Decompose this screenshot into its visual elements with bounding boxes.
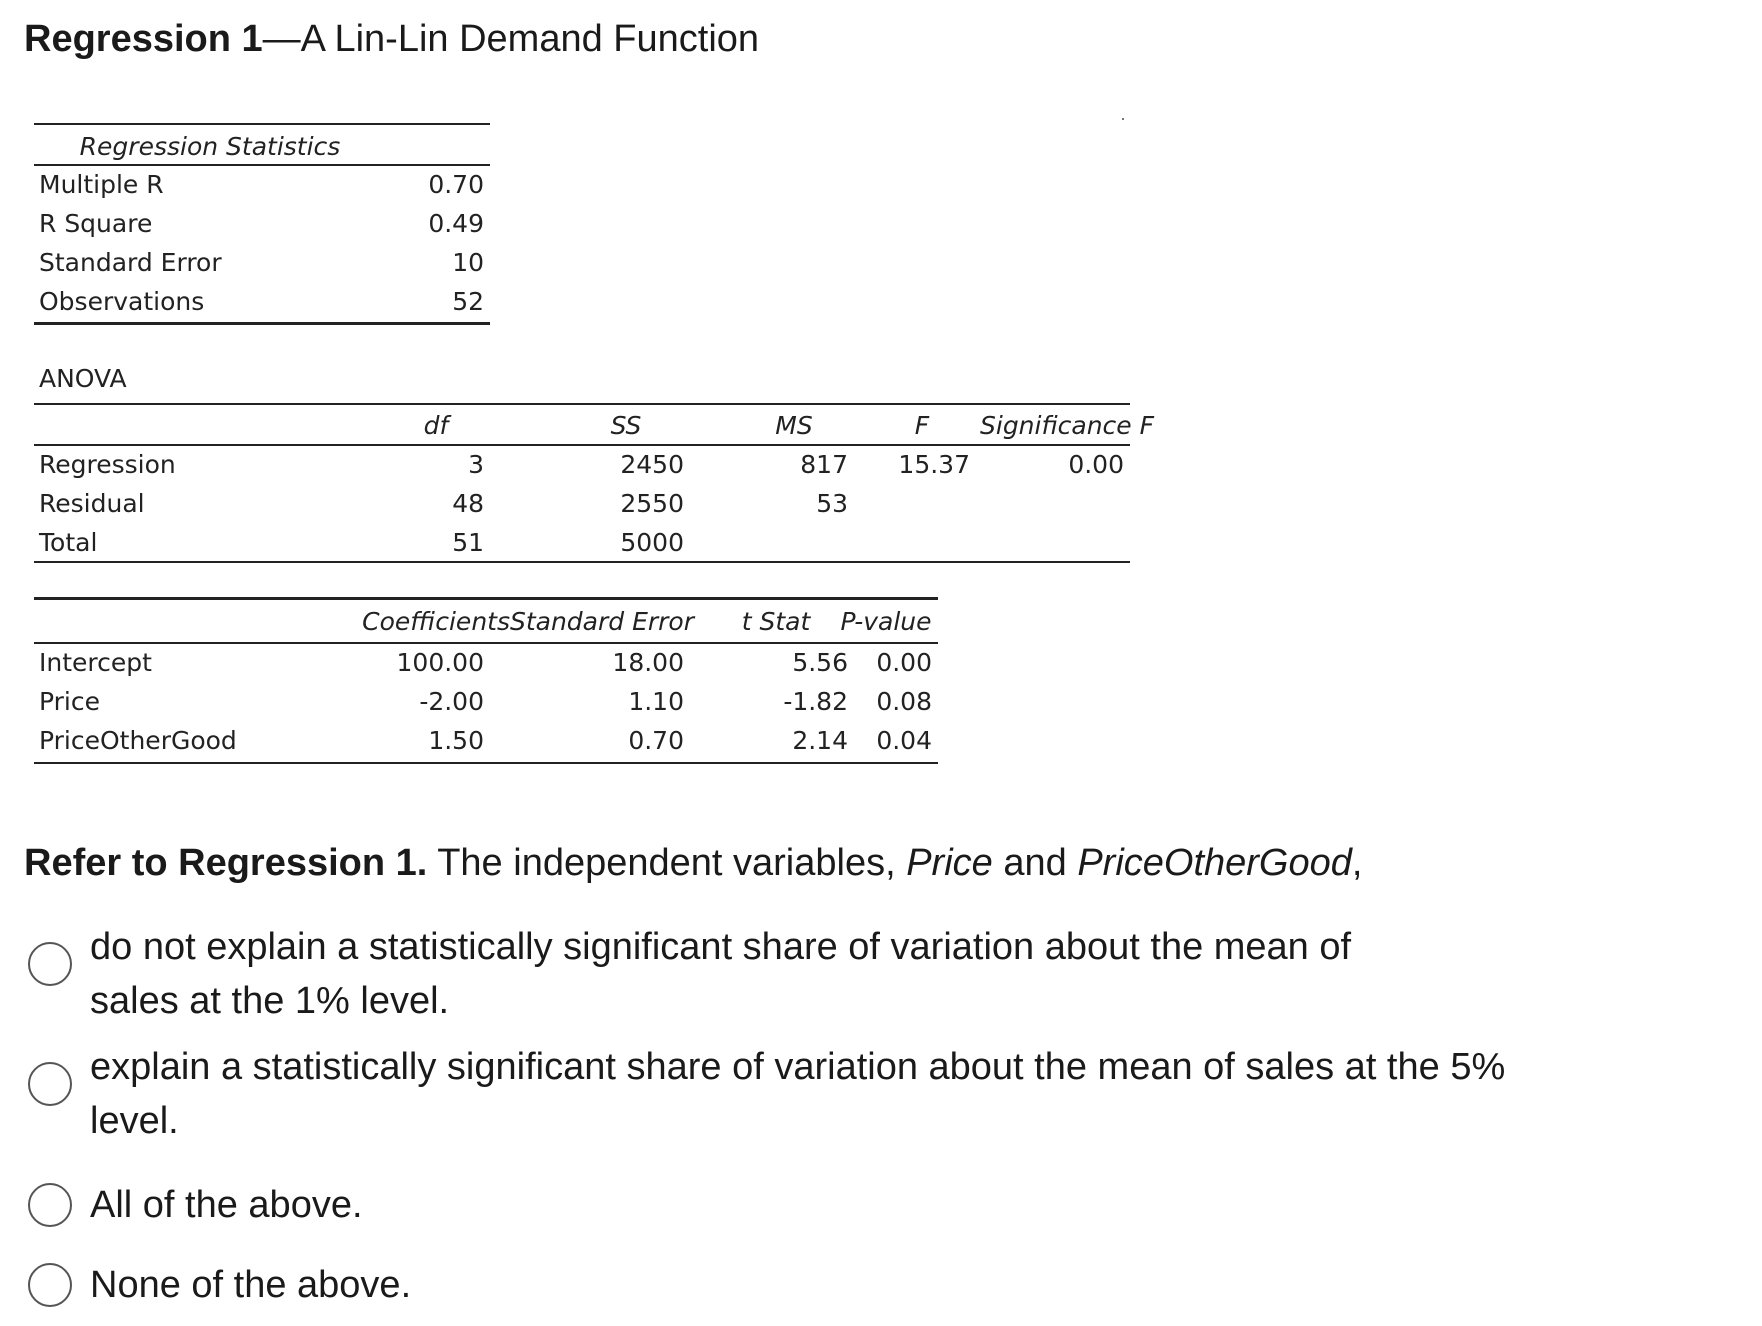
cell-df: 48 [452, 489, 484, 518]
header-ss: SS [610, 411, 642, 440]
table-row [34, 524, 1130, 562]
table-row [34, 644, 938, 682]
row-label: R Square [39, 209, 153, 238]
regression-statistics-header: Regression Statistics [79, 132, 341, 161]
cell-coefficient: 100.00 [396, 648, 484, 677]
question-part: The independent variables, [427, 842, 907, 884]
answer-option-1[interactable] [28, 920, 1428, 1032]
table-top-rule [34, 403, 1130, 405]
cell-standard-error: 1.10 [628, 687, 684, 716]
table-bottom-rule [34, 561, 1130, 563]
header-coefficients: Coefficients [362, 607, 510, 636]
answer-option-text: None of the above. [90, 1264, 412, 1306]
table-header [34, 407, 1154, 445]
radio-button[interactable] [28, 1263, 72, 1307]
header-f: F [914, 411, 930, 440]
answer-option-3[interactable] [28, 1178, 828, 1232]
cell-df: 51 [452, 528, 484, 557]
coefficients-table [34, 596, 938, 766]
header-standard-error: Standard Error [509, 607, 694, 636]
answer-option-2[interactable] [28, 1040, 1508, 1152]
cell-t-stat: 5.56 [792, 648, 848, 677]
cell-significance-f: 0.00 [1068, 450, 1124, 479]
anova-label [39, 364, 127, 393]
stray-dot [1122, 118, 1124, 120]
radio-button[interactable] [28, 1183, 72, 1227]
answer-option-4[interactable] [28, 1258, 828, 1312]
row-value: 10 [452, 248, 484, 277]
table-row [34, 485, 1130, 523]
cell-standard-error: 18.00 [612, 648, 684, 677]
cell-f: 15.37 [898, 450, 970, 479]
cell-ss: 5000 [620, 528, 684, 557]
row-label: Intercept [39, 648, 152, 677]
table-bottom-rule [34, 762, 938, 764]
header-df: df [423, 411, 449, 440]
title-bold: Regression 1 [24, 18, 263, 60]
question-lead: Refer to Regression 1. [24, 842, 428, 884]
table-top-rule [34, 123, 490, 125]
table-row [34, 244, 490, 282]
row-label: Standard Error [39, 248, 222, 277]
row-label: Total [39, 528, 98, 557]
cell-df: 3 [468, 450, 484, 479]
table-row [34, 446, 1130, 484]
table-row [34, 166, 490, 204]
table-row [34, 683, 938, 721]
question-text [24, 838, 1362, 888]
cell-p-value: 0.08 [876, 687, 932, 716]
cell-ss: 2450 [620, 450, 684, 479]
table-row [34, 283, 490, 321]
answer-option-text: explain a statistically significant share of variation about the mean of sales at the 5% level. [90, 1046, 1506, 1142]
anova-label-text: ANOVA [39, 364, 127, 393]
cell-p-value: 0.00 [876, 648, 932, 677]
table-header [34, 603, 938, 641]
row-label: Observations [39, 287, 205, 316]
page-title [24, 14, 759, 64]
row-label: Residual [39, 489, 145, 518]
title-rest: —A Lin-Lin Demand Function [262, 18, 760, 60]
row-label: PriceOtherGood [39, 726, 237, 755]
question-part: and [992, 842, 1078, 884]
anova-table [34, 402, 1154, 564]
cell-coefficient: 1.50 [428, 726, 484, 755]
cell-coefficient: -2.00 [419, 687, 484, 716]
table-bottom-rule [34, 322, 490, 325]
header-p-value: P-value [840, 607, 932, 636]
row-value: 0.49 [428, 209, 484, 238]
answer-option-text: All of the above. [90, 1184, 363, 1226]
row-label: Price [39, 687, 100, 716]
header-significance-f: Significance F [980, 411, 1154, 440]
cell-ms: 53 [816, 489, 848, 518]
cell-ss: 2550 [620, 489, 684, 518]
cell-t-stat: -1.82 [783, 687, 848, 716]
table-header [34, 128, 490, 166]
cell-p-value: 0.04 [876, 726, 932, 755]
table-top-rule [34, 597, 938, 600]
header-ms: MS [775, 411, 813, 440]
row-value: 52 [452, 287, 484, 316]
question-variable-price: Price [906, 842, 993, 884]
row-label: Multiple R [39, 170, 164, 199]
table-row [34, 722, 938, 760]
answer-option-text: do not explain a statistically significant share of variation about the mean of sales at the 1% level. [90, 926, 1352, 1022]
cell-ms: 817 [800, 450, 848, 479]
question-part: , [1351, 842, 1363, 884]
radio-button[interactable] [28, 1062, 72, 1106]
regression-statistics-table [34, 122, 490, 332]
row-value: 0.70 [428, 170, 484, 199]
row-label: Regression [39, 450, 176, 479]
header-t-stat: t Stat [741, 607, 811, 636]
table-row [34, 205, 490, 243]
cell-standard-error: 0.70 [628, 726, 684, 755]
radio-button[interactable] [28, 942, 72, 986]
cell-t-stat: 2.14 [792, 726, 848, 755]
question-variable-price-other-good: PriceOtherGood [1077, 842, 1352, 884]
